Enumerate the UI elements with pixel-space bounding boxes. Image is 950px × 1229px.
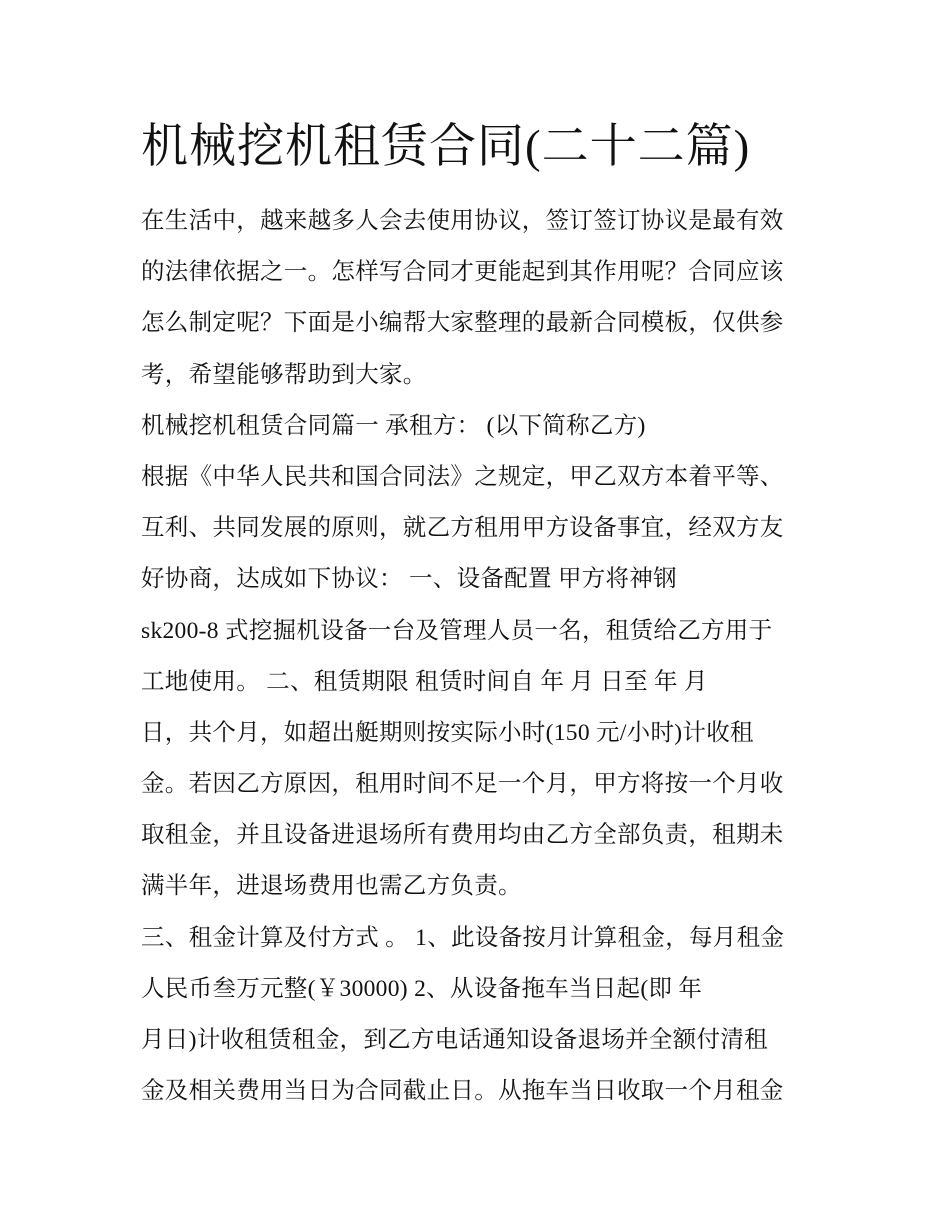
body-line-16: 人民币叁万元整(￥30000) 2、从设备拖车当日起(即 年: [141, 975, 703, 1002]
body-line-1: 在生活中，越来越多人会去使用协议，签订签订协议是最有效: [141, 208, 784, 234]
body-line-2: 的法律依据之一。怎样写合同才更能起到其作用呢？合同应该: [141, 259, 784, 286]
body-line-9: sk200-8 式挖掘机设备一台及管理人员一名，租赁给乙方用于: [141, 617, 773, 644]
body-line-12: 金。若因乙方原因，租用时间不足一个月，甲方将按一个月收: [141, 771, 784, 798]
body-line-10: 工地使用。 二、租赁期限 租赁时间自 年 月 日至 年 月: [141, 668, 708, 695]
body-line-17: 月日)计收租赁租金，到乙方电话通知设备退场并全额付清租: [141, 1027, 768, 1053]
body-line-15: 三、租金计算及付方式 。 1、此设备按月计算租金，每月租金: [141, 924, 785, 951]
body-line-6: 根据《中华人民共和国合同法》之规定，甲乙双方本着平等、: [141, 463, 784, 490]
body-line-4: 考，希望能够帮助到大家。: [141, 361, 427, 388]
document-body: [141, 196, 821, 1117]
document-title: 机械挖机租赁合同(二十二篇): [141, 121, 751, 173]
body-line-11: 日，共个月，如超出艇期则按实际小时(150 元/小时)计收租: [141, 719, 754, 746]
body-line-13: 取租金，并且设备进退场所有费用均由乙方全部负责，租期未: [141, 822, 784, 849]
body-line-3: 怎么制定呢？下面是小编帮大家整理的最新合同模板，仅供参: [141, 310, 784, 337]
body-line-5: 机械挖机租赁合同篇一 承租方： (以下简称乙方): [141, 412, 646, 439]
body-line-18: 金及相关费用当日为合同截止日。从拖车当日收取一个月租金: [141, 1078, 784, 1105]
body-line-14: 满半年，进退场费用也需乙方负责。: [141, 873, 522, 900]
body-line-7: 互利、共同发展的原则，就乙方租用甲方设备事宜，经双方友: [141, 515, 784, 542]
body-line-8: 好协商，达成如下协议： 一、设备配置 甲方将神钢: [141, 566, 677, 593]
